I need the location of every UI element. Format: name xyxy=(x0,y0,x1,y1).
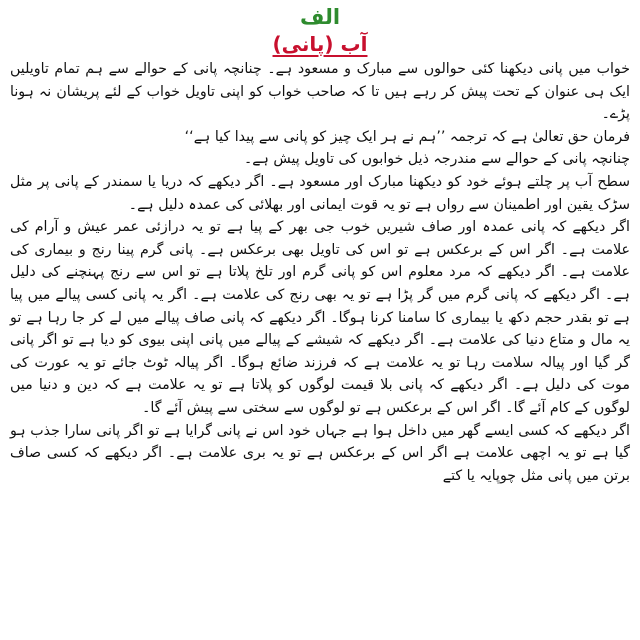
paragraph-entering-house: اگر دیکھے کہ کسی ایسے گھر میں داخل ہوا ہے جہاں خود اس نے پانی گرایا ہے تو اگر پانی سارا جذب ہو گیا ہے تو یہ اچھی علامت ہے اگر اس کے برعکس ہے تو یہ بری علامت ہے۔ اگر دیکھے کہ کسی صاف برتن میں پانی مثل چوپایہ یا کتے xyxy=(10,422,630,484)
section-letter-heading: الف xyxy=(299,5,341,29)
paragraph-list-intro: چنانچہ پانی کے حوالے سے مندرجہ ذیل خوابوں کی تاویل پیش ہے۔ xyxy=(243,151,630,168)
paragraph-intro: خواب میں پانی دیکھنا کئی حوالوں سے مبارک و مسعود ہے۔ چنانچہ پانی کے حوالے سے ہم تمام تاویلیں ایک ہی عنوان کے تحت پیش کر رہے ہیں تا کہ صاحب خواب کو اپنی تاویل خواب کے لئے پریشان نہ ہونا پڑے۔ xyxy=(10,61,630,123)
entry-title: آب (پانی) xyxy=(272,32,368,56)
paragraph-quote: فرمان حق تعالیٰ ہے کہ ترجمہ ’’ہم نے ہر ایک چیز کو پانی سے پیدا کیا ہے‘‘ xyxy=(184,128,630,145)
entry-body xyxy=(10,58,630,487)
paragraph-walking-on-water: سطح آب پر چلتے ہوئے خود کو دیکھنا مبارک اور مسعود ہے۔ اگر دیکھے کہ دریا یا سمندر کے پانی پر مثل سڑک یقین اور اطمینان سے رواں ہے تو یہ قوت ایمانی اور بھلائی کی عمدہ دلیل ہے۔ xyxy=(10,173,630,213)
paragraph-drinking-water: اگر دیکھے کہ پانی عمدہ اور صاف شیریں خوب جی بھر کے پیا ہے تو یہ درازئی عمر عیش و آرام کی علامت ہے۔ اگر اس کے برعکس ہے تو اس کی تاویل بھی برعکس ہے۔ پانی گرم پینا رنج و بیماری کی علامت ہے۔ اگر دیکھے کہ مرد معلوم اس کو پانی گرم اور تلخ پلاتا ہے تو اس سے رنج پہنچنے کی دلیل ہے۔ اگر دیکھے کہ پانی گرم میں گر پڑا ہے تو یہ بھی رنج کی علامت ہے۔ اگر یہ پانی کسی پیالے میں پیا ہے تو بقدر حجم دکھ یا بیماری کا سامنا کرنا ہوگا۔ اگر دیکھے کہ پانی صاف پیالے میں لے کر جا رہا ہے تو یہ مال و متاع دنیا کی علامت ہے۔ اگر دیکھے کہ شیشے کے پیالے میں پانی اپنی بیوی کو دیا ہے تو اگر پانی گر گیا اور پیالہ سلامت رہا تو یہ علامت ہے کہ فرزند ضائع ہوگا۔ اگر پیالہ ٹوٹ جائے تو یہ عورت کی موت کی دلیل ہے۔ اگر دیکھے کہ پانی بلا قیمت لوگوں کو پلاتا ہے تو یہ علامت ہے کہ دین و دنیا میں لوگوں کے کام آئے گا۔ اگر اس کے برعکس ہے تو لوگوں سے سختی سے پیش آئے گا۔ xyxy=(10,219,630,416)
